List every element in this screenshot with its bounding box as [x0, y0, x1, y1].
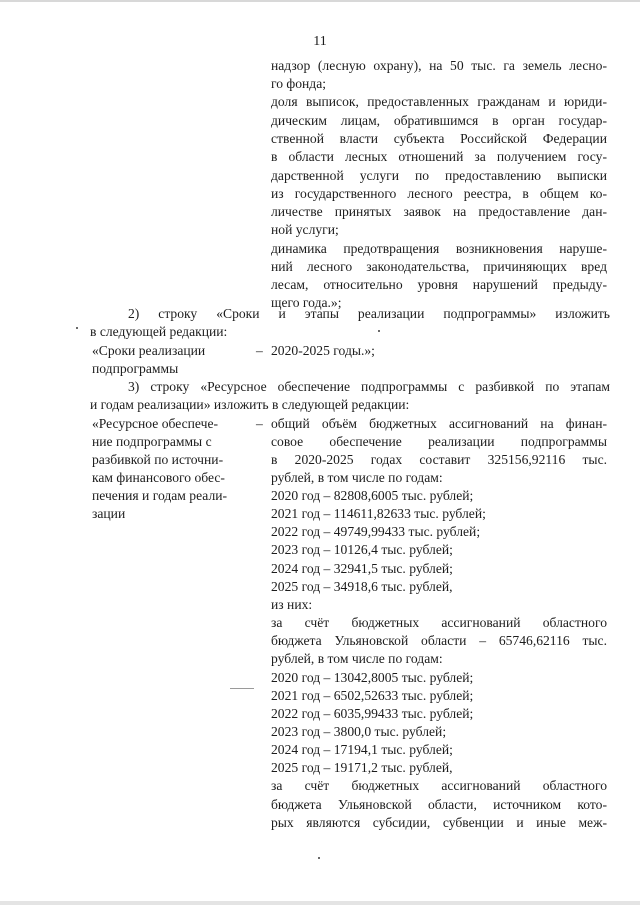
- item3-value-line: 2023 год – 3800,0 тыс. рублей;: [271, 724, 447, 739]
- item2-heading-cont: в следующей редакции:: [90, 324, 228, 339]
- item3-value-line: рублей, в том числе по годам:: [271, 470, 443, 485]
- text-line: личестве принятых заявок на предоставление дан-: [271, 204, 607, 219]
- item3-value-line: 2024 год – 17194,1 тыс. рублей;: [271, 742, 453, 757]
- item2-label: «Сроки реализации: [92, 343, 206, 358]
- item3-value-line: бюджета Ульяновской области – 65746,62116 тыс.: [271, 633, 607, 648]
- item3-value-line: рых являются субсидии, субвенции и иные меж-: [271, 815, 607, 830]
- text-line: доля выписок, предоставленных гражданам и юриди-: [271, 94, 607, 109]
- item3-value-line: из них:: [271, 597, 313, 612]
- item3-value-line: 2020 год – 13042,8005 тыс. рублей;: [271, 670, 474, 685]
- scan-speck: [76, 327, 78, 329]
- text-line: го фонда;: [271, 76, 327, 91]
- scan-speck: [230, 688, 254, 689]
- item2-label: подпрограммы: [92, 361, 179, 376]
- scan-speck: [318, 857, 320, 859]
- item3-value-line: за счёт бюджетных ассигнований областного: [271, 778, 607, 793]
- item3-heading-cont: и годам реализации» изложить в следующей редакции:: [90, 397, 410, 412]
- item3-value-line: 2024 год – 32941,5 тыс. рублей;: [271, 561, 453, 576]
- item3-value-line: рублей, в том числе по годам:: [271, 651, 443, 666]
- text-line: дическим лицам, обратившимся в орган государ-: [271, 113, 607, 128]
- text-line: надзор (лесную охрану), на 50 тыс. га земель лесно-: [271, 58, 607, 73]
- scan-edge-bottom: [0, 901, 640, 905]
- item3-label: «Ресурсное обеспече-: [92, 416, 219, 431]
- item3-value-line: бюджета Ульяновской области, источником кото-: [271, 797, 607, 812]
- text-line: ний лесного законодательства, причиняющих вред: [271, 259, 607, 274]
- item3-value-line: за счёт бюджетных ассигнований областного: [271, 615, 607, 630]
- scan-edge-top: [0, 0, 640, 2]
- item3-label: кам финансового обес-: [92, 470, 225, 485]
- item2-dash: –: [256, 343, 263, 358]
- item3-value-line: 2021 год – 114611,82633 тыс. рублей;: [271, 506, 486, 521]
- item3-value-line: 2022 год – 49749,99433 тыс. рублей;: [271, 524, 481, 539]
- text-line: из государственного лесного реестра, в общем ко-: [271, 186, 607, 201]
- item3-value-line: 2022 год – 6035,99433 тыс. рублей;: [271, 706, 474, 721]
- text-line: ной услуги;: [271, 222, 339, 237]
- item3-label: ние подпрограммы с: [92, 434, 212, 449]
- scan-speck: [378, 330, 380, 332]
- item3-label: разбивкой по источни-: [92, 452, 224, 467]
- item3-value-line: 2021 год – 6502,52633 тыс. рублей;: [271, 688, 474, 703]
- text-line: щего года.»;: [271, 295, 342, 310]
- item3-value-line: в 2020-2025 годах составит 325156,92116 тыс.: [271, 452, 607, 467]
- text-line: в области лесных отношений за получением госу-: [271, 149, 607, 164]
- item3-value-line: 2020 год – 82808,6005 тыс. рублей;: [271, 488, 474, 503]
- page-number: 11: [313, 34, 327, 49]
- item3-value-line: общий объём бюджетных ассигнований на финан-: [271, 416, 607, 431]
- item3-value-line: 2025 год – 34918,6 тыс. рублей,: [271, 579, 453, 594]
- item2-heading: 2) строку «Сроки и этапы реализации подпрограммы» изложить: [128, 306, 610, 321]
- item3-label: зации: [92, 506, 126, 521]
- item3-label: печения и годам реали-: [92, 488, 228, 503]
- item3-heading: 3) строку «Ресурсное обеспечение подпрограммы с разбивкой по этапам: [128, 379, 610, 394]
- text-line: динамика предотвращения возникновения наруше-: [271, 241, 607, 256]
- item3-value-line: совое обеспечение реализации подпрограммы: [271, 434, 607, 449]
- text-line: лесам, относительно уровня нарушений предыду-: [271, 277, 607, 292]
- item3-value-line: 2023 год – 10126,4 тыс. рублей;: [271, 542, 453, 557]
- text-line: ственной власти субъекта Российской Федерации: [271, 131, 607, 146]
- item3-value-line: 2025 год – 19171,2 тыс. рублей,: [271, 760, 453, 775]
- item2-value: 2020-2025 годы.»;: [271, 343, 375, 358]
- text-line: дарственной услуги по предоставлению выписки: [271, 168, 607, 183]
- item3-dash: –: [256, 416, 263, 431]
